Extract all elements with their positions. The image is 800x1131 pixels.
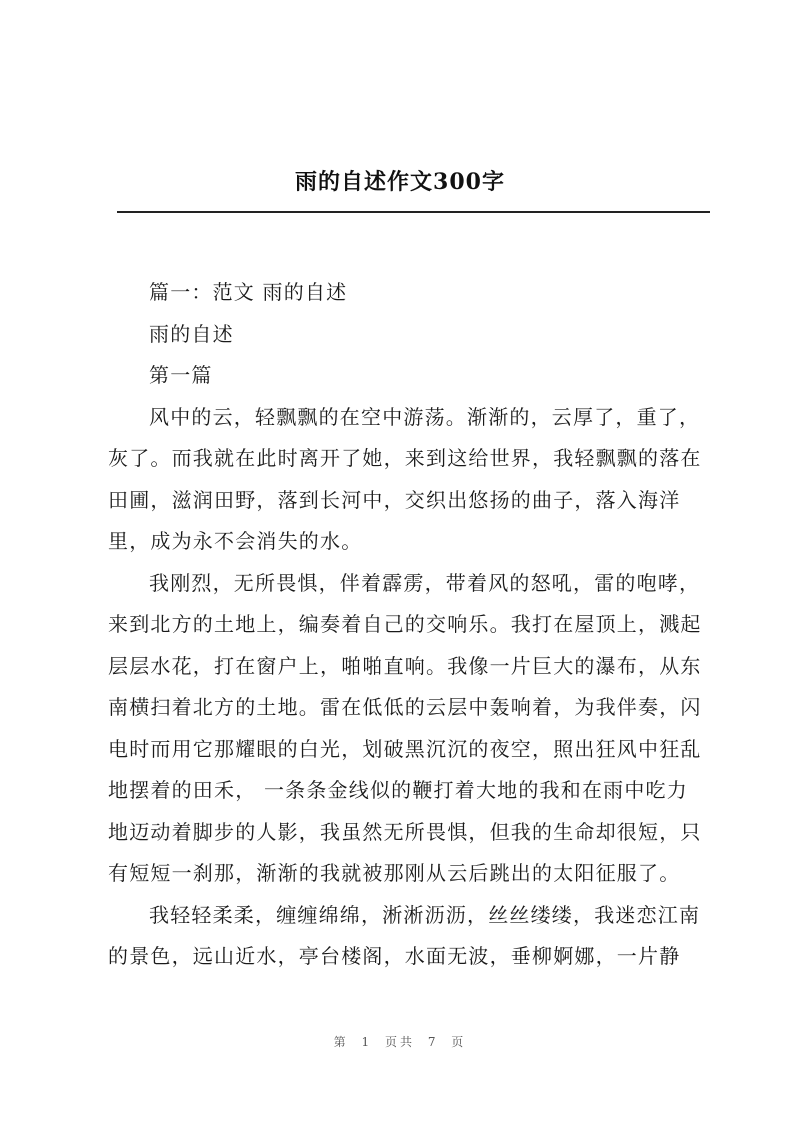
paragraph-line: 灰了。而我就在此时离开了她，来到这给世界，我轻飘飘的落在: [108, 446, 702, 470]
footer-total-pages: 7: [427, 1035, 439, 1049]
paragraph-line: 电时而用它那耀眼的白光，划破黑沉沉的夜空，照出狂风中狂乱: [108, 736, 702, 761]
document-body: [108, 272, 708, 978]
document-title: 雨的自述作文300字: [295, 169, 505, 195]
paragraph-line: 田圃，滋润田野，落到长河中，交织出悠扬的曲子，落入海洋: [108, 487, 681, 512]
paragraph-1: [108, 397, 708, 563]
paragraph-line: 的景色，远山近水，亭台楼阁，水面无波，垂柳婀娜，一片静: [108, 944, 681, 968]
paragraph-line: 来到北方的土地上，编奏着自己的交响乐。我打在屋顶上，溅起: [108, 612, 702, 636]
heading-section: 篇一：范文 雨的自述: [149, 280, 348, 304]
paragraph-3: [108, 895, 708, 978]
title-underline: [117, 211, 710, 213]
paragraph-line: 有短短一刹那，渐渐的我就被那刚从云后跳出的太阳征服了。: [108, 861, 681, 885]
footer-label-mid: 页共: [384, 1035, 415, 1049]
paragraph-line: 层层水花，打在窗户上，啪啪直响。我像一片巨大的瀑布，从东: [108, 653, 702, 678]
paragraph-line: 我刚烈，无所畏惧，伴着霹雳，带着风的怒吼，雷的咆哮，: [149, 570, 701, 595]
page-footer: [0, 1033, 800, 1050]
paragraph-line: 南横扫着北方的土地。雷在低低的云层中轰响着，为我伴奏，闪: [108, 695, 702, 719]
heading-essay-title: 雨的自述: [149, 321, 234, 346]
paragraph-line: 地迈动着脚步的人影，我虽然无所畏惧，但我的生命却很短，只: [108, 819, 702, 844]
paragraph-line: 里，成为永不会消失的水。: [108, 529, 363, 553]
heading-part: 第一篇: [149, 363, 213, 387]
paragraph-line: 我轻轻柔柔，缠缠绵绵，淅淅沥沥，丝丝缕缕，我迷恋江南: [149, 902, 701, 927]
paragraph-line: 地摆着的田禾， 一条条金线似的鞭打着大地的我和在雨中吃力: [108, 778, 688, 802]
footer-label-pre: 第: [333, 1035, 349, 1049]
paragraph-line: 风中的云，轻飘飘的在空中游荡。渐渐的，云厚了，重了，: [149, 404, 701, 429]
footer-page-number: 1: [361, 1035, 373, 1049]
footer-label-post: 页: [451, 1035, 467, 1049]
paragraph-2: [108, 563, 708, 895]
